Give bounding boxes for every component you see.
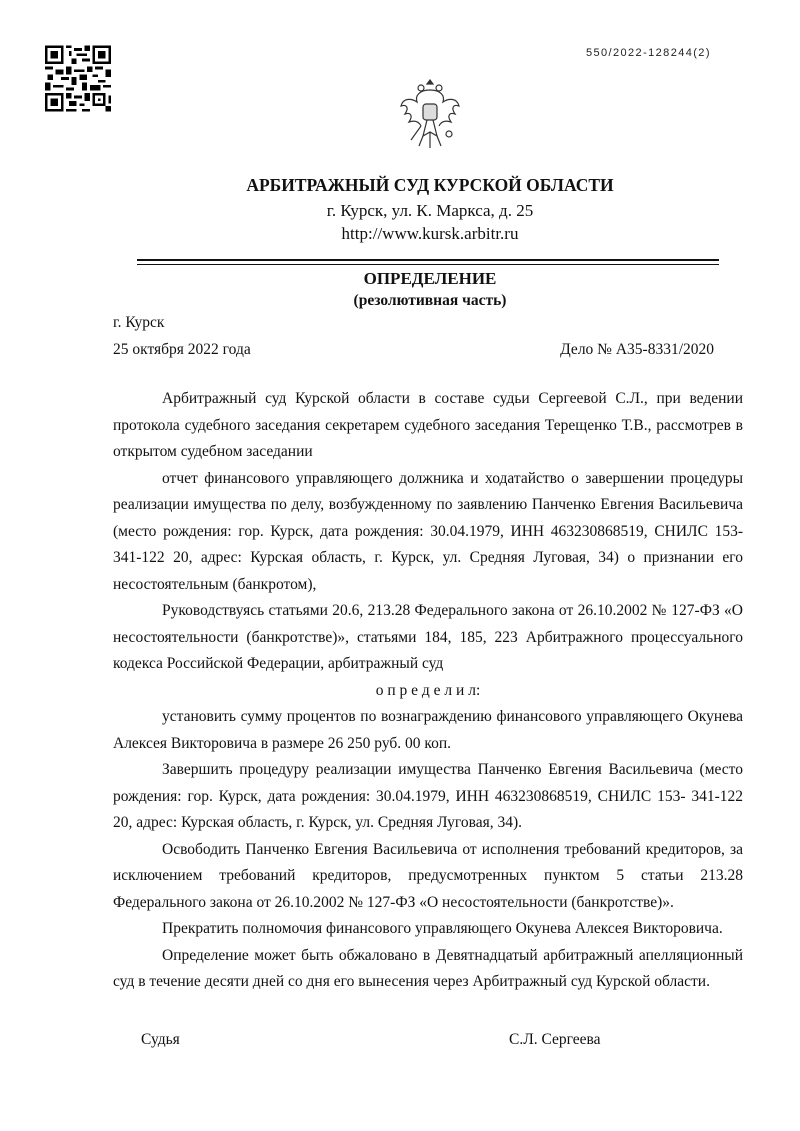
intro-paragraph: Арбитражный суд Курской области в составе судьи Сергеевой С.Л., при ведении протокола судебного заседания секретарем судебного заседания Терещенко Т.В., рассмотрев в открытом судебном заседании — [113, 390, 743, 460]
signature-role: Судья — [141, 1031, 180, 1048]
header-divider — [137, 259, 719, 261]
ruling-item: Завершить процедуру реализации имущества Панченко Евгения Васильевича (место рождения: гор. Курск, дата рождения: 30.04.1979, ИНН 463230868519, СНИЛС 153- 341-122 20, адрес: Курская область, г. Курск, ул. Средняя Луговая, 34). — [113, 761, 743, 831]
document-subtitle: (резолютивная часть) — [353, 292, 507, 309]
document-body — [113, 386, 743, 996]
signature-name: С.Л. Сергеева — [509, 1031, 601, 1048]
coat-of-arms-russia-icon — [397, 76, 463, 150]
court-name: АРБИТРАЖНЫЙ СУД КУРСКОЙ ОБЛАСТИ — [246, 175, 614, 195]
qr-code-icon — [45, 45, 111, 112]
appeal-notice: Определение может быть обжаловано в Девятнадцатый арбитражный апелляционный суд в течение десяти дней со дня его вынесения через Арбитражный суд Курской области. — [113, 946, 743, 990]
header-divider-thin — [137, 264, 719, 265]
ruling-item: Освободить Панченко Евгения Васильевича от исполнения требований кредиторов, за исключением требований кредиторов, предусмотренных пунктом 5 статьи 213.28 Федерального закона от 26.10.2002 № 127-ФЗ «О несостоятельности (банкротстве)». — [113, 840, 743, 911]
ruling-heading: о п р е д е л и л: — [375, 681, 481, 699]
case-number: Дело № А35-8331/2020 — [560, 341, 714, 358]
court-address: г. Курск, ул. К. Маркса, д. 25 — [326, 201, 534, 220]
legal-basis-paragraph: Руководствуясь статьями 20.6, 213.28 Федерального закона от 26.10.2002 № 127-ФЗ «О несостоятельности (банкротстве)», статьями 184, 185, 223 Арбитражного процессуального кодекса Российской Федерации, арбитражный суд — [113, 602, 743, 672]
court-website: http://www.kursk.arbitr.ru — [341, 224, 519, 243]
ruling-item: Прекратить полномочия финансового управляющего Окунева Алексея Викторовича. — [162, 920, 723, 937]
document-title: ОПРЕДЕЛЕНИЕ — [363, 269, 497, 288]
document-city: г. Курск — [113, 314, 165, 331]
ruling-item: установить сумму процентов по вознаграждению финансового управляющего Окунева Алексея Викторовича в размере 26 250 руб. 00 коп. — [113, 708, 743, 752]
subject-paragraph: отчет финансового управляющего должника и ходатайство о завершении процедуры реализации имущества по делу, возбужденному по заявлению Панченко Евгения Васильевича (место рождения: гор. Курск, дата рождения: 30.04.1979, ИНН 463230868519, СНИЛС 153-341-122 20, адрес: Курская область, г. Курск, ул. Средняя Луговая, 34) о признании его несостоятельным (банкротом), — [113, 469, 743, 593]
document-date: 25 октября 2022 года — [113, 341, 251, 358]
document-number: 550/2022-128244(2) — [586, 47, 711, 59]
